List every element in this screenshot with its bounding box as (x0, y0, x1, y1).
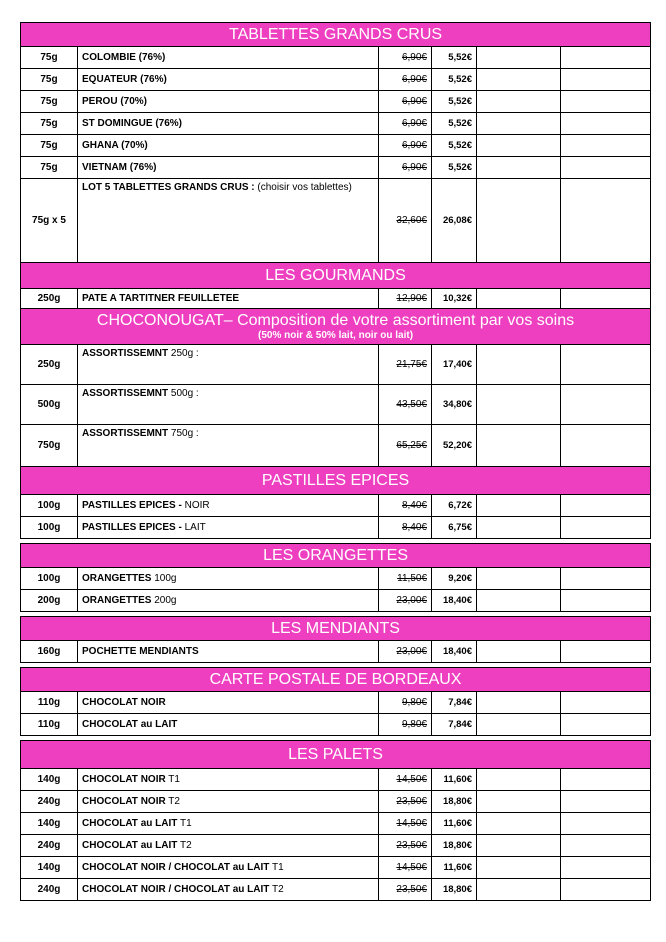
old-price: 23,00€ (379, 641, 432, 663)
section-header-row (21, 741, 651, 769)
product-name-text: GHANA (70%) (82, 140, 148, 151)
product-name-text: PASTILLES EPICES - (82, 522, 185, 533)
product-row (21, 714, 651, 736)
total-cell[interactable] (561, 714, 651, 736)
product-name (78, 590, 379, 612)
product-row (21, 47, 651, 69)
product-weight: 140g (21, 813, 78, 835)
product-row (21, 113, 651, 135)
product-name-text: PATE A TARTITNER FEUILLETEE (82, 293, 240, 304)
section-title-text: CHOCONOUGAT– Composition de votre assortiment par vos soins (96, 312, 575, 329)
product-row (21, 385, 651, 425)
old-price: 23,50€ (379, 879, 432, 901)
old-price: 8,40€ (379, 495, 432, 517)
new-price: 11,60€ (432, 857, 477, 879)
product-weight: 100g (21, 517, 78, 539)
product-weight: 160g (21, 641, 78, 663)
section-header-row (21, 467, 651, 495)
product-weight: 240g (21, 835, 78, 857)
product-name (78, 769, 379, 791)
section-header-row (21, 617, 651, 641)
quantity-cell[interactable] (477, 289, 561, 309)
total-cell[interactable] (561, 813, 651, 835)
product-weight: 75g (21, 69, 78, 91)
product-row (21, 289, 651, 309)
total-cell[interactable] (561, 69, 651, 91)
product-row (21, 835, 651, 857)
old-price: 12,90€ (379, 289, 432, 309)
product-name-note: LAIT (184, 522, 206, 533)
new-price: 5,52€ (432, 69, 477, 91)
product-name (78, 69, 379, 91)
product-row (21, 425, 651, 467)
quantity-cell[interactable] (477, 857, 561, 879)
new-price: 52,20€ (432, 425, 477, 467)
total-cell[interactable] (561, 769, 651, 791)
old-price: 9,80€ (379, 714, 432, 736)
old-price: 32,60€ (379, 179, 432, 263)
product-row (21, 91, 651, 113)
quantity-cell[interactable] (477, 385, 561, 425)
new-price: 17,40€ (432, 345, 477, 385)
total-cell[interactable] (561, 425, 651, 467)
section-title-text: LES PALETS (288, 745, 383, 763)
total-cell[interactable] (561, 157, 651, 179)
product-weight: 140g (21, 769, 78, 791)
old-price: 6,90€ (379, 157, 432, 179)
product-name (78, 495, 379, 517)
section-header-row (21, 309, 651, 345)
total-cell[interactable] (561, 857, 651, 879)
product-row (21, 135, 651, 157)
section-title (21, 23, 651, 47)
total-cell[interactable] (561, 345, 651, 385)
product-weight: 100g (21, 495, 78, 517)
product-name-text: ASSORTISSEMNT (82, 388, 171, 399)
product-name-note: T1 (177, 818, 192, 829)
old-price: 43,50€ (379, 385, 432, 425)
product-name-text: CHOCOLAT NOIR (82, 796, 166, 807)
product-weight: 75g (21, 157, 78, 179)
product-name (78, 345, 379, 385)
new-price: 18,80€ (432, 879, 477, 901)
old-price: 6,90€ (379, 91, 432, 113)
product-row (21, 857, 651, 879)
product-name-note: T2 (177, 840, 192, 851)
quantity-cell[interactable] (477, 179, 561, 263)
product-name-text: LOT 5 TABLETTES GRANDS CRUS : (82, 182, 258, 193)
product-name (78, 835, 379, 857)
section-title (21, 741, 651, 769)
product-name (78, 857, 379, 879)
quantity-cell[interactable] (477, 641, 561, 663)
new-price: 18,80€ (432, 835, 477, 857)
product-name (78, 91, 379, 113)
total-cell[interactable] (561, 568, 651, 590)
product-name (78, 791, 379, 813)
product-weight: 110g (21, 714, 78, 736)
new-price: 6,75€ (432, 517, 477, 539)
product-name (78, 879, 379, 901)
old-price: 23,50€ (379, 835, 432, 857)
section-header-row (21, 263, 651, 289)
product-name-note: T1 (165, 774, 180, 785)
product-weight: 250g (21, 289, 78, 309)
new-price: 9,20€ (432, 568, 477, 590)
product-name-text: CHOCOLAT au LAIT (82, 840, 178, 851)
quantity-cell[interactable] (477, 135, 561, 157)
product-row (21, 345, 651, 385)
product-name-text: CHOCOLAT au LAIT (82, 719, 178, 730)
product-row (21, 69, 651, 91)
quantity-cell[interactable] (477, 835, 561, 857)
product-name (78, 113, 379, 135)
product-name-text: ASSORTISSEMNT (82, 428, 171, 439)
old-price: 11,50€ (379, 568, 432, 590)
product-row (21, 791, 651, 813)
new-price: 18,80€ (432, 791, 477, 813)
old-price: 14,50€ (379, 857, 432, 879)
total-cell[interactable] (561, 113, 651, 135)
old-price: 65,25€ (379, 425, 432, 467)
section-subtitle: (50% noir & 50% lait, noir ou lait) (258, 330, 414, 341)
product-name (78, 179, 379, 263)
product-name-text: CHOCOLAT NOIR (82, 697, 166, 708)
product-name-text: ORANGETTES (82, 595, 155, 606)
section-header-row (21, 668, 651, 692)
product-name-text: PEROU (70%) (82, 96, 148, 107)
quantity-cell[interactable] (477, 425, 561, 467)
old-price: 8,40€ (379, 517, 432, 539)
new-price: 5,52€ (432, 113, 477, 135)
quantity-cell[interactable] (477, 113, 561, 135)
section-title (21, 467, 651, 495)
product-weight: 75g (21, 135, 78, 157)
new-price: 26,08€ (432, 179, 477, 263)
section-title-text: LES ORANGETTES (263, 546, 408, 564)
quantity-cell[interactable] (477, 590, 561, 612)
total-cell[interactable] (561, 835, 651, 857)
section-title (21, 617, 651, 641)
product-weight: 75g x 5 (21, 179, 78, 263)
product-name (78, 568, 379, 590)
quantity-cell[interactable] (477, 69, 561, 91)
new-price: 5,52€ (432, 157, 477, 179)
product-name-text: VIETNAM (76%) (82, 162, 157, 173)
quantity-cell[interactable] (477, 91, 561, 113)
product-row (21, 641, 651, 663)
old-price: 6,90€ (379, 69, 432, 91)
product-weight: 75g (21, 113, 78, 135)
total-cell[interactable] (561, 590, 651, 612)
product-name-text: POCHETTE MENDIANTS (82, 646, 199, 657)
old-price: 6,90€ (379, 113, 432, 135)
new-price: 34,80€ (432, 385, 477, 425)
total-cell[interactable] (561, 135, 651, 157)
product-weight: 140g (21, 857, 78, 879)
product-row (21, 568, 651, 590)
product-name (78, 135, 379, 157)
old-price: 14,50€ (379, 813, 432, 835)
quantity-cell[interactable] (477, 517, 561, 539)
product-name-note: (choisir vos tablettes) (257, 182, 352, 193)
new-price: 11,60€ (432, 769, 477, 791)
product-name-text: CHOCOLAT NOIR / CHOCOLAT au LAIT (82, 862, 270, 873)
product-name-text: ORANGETTES (82, 573, 155, 584)
product-weight: 100g (21, 568, 78, 590)
product-row (21, 879, 651, 901)
product-name-text: CHOCOLAT NOIR (82, 774, 166, 785)
quantity-cell[interactable] (477, 879, 561, 901)
quantity-cell[interactable] (477, 568, 561, 590)
old-price: 14,50€ (379, 769, 432, 791)
product-row (21, 157, 651, 179)
section-title-text: LES MENDIANTS (271, 619, 400, 637)
product-name (78, 714, 379, 736)
quantity-cell[interactable] (477, 714, 561, 736)
product-name (78, 47, 379, 69)
product-name (78, 641, 379, 663)
quantity-cell[interactable] (477, 47, 561, 69)
old-price: 23,00€ (379, 590, 432, 612)
product-weight: 500g (21, 385, 78, 425)
product-name (78, 692, 379, 714)
quantity-cell[interactable] (477, 769, 561, 791)
old-price: 6,90€ (379, 47, 432, 69)
product-name-text: CHOCOLAT au LAIT (82, 818, 178, 829)
new-price: 5,52€ (432, 135, 477, 157)
product-name (78, 813, 379, 835)
section-title-text: PASTILLES EPICES (261, 471, 410, 489)
total-cell[interactable] (561, 641, 651, 663)
product-name (78, 289, 379, 309)
old-price: 23,50€ (379, 791, 432, 813)
product-name-text: COLOMBIE (76%) (82, 52, 166, 63)
price-table (20, 22, 651, 901)
product-weight: 240g (21, 791, 78, 813)
product-row (21, 590, 651, 612)
product-name-note: 750g : (170, 428, 199, 439)
product-row (21, 179, 651, 263)
product-weight: 75g (21, 91, 78, 113)
total-cell[interactable] (561, 879, 651, 901)
new-price: 18,40€ (432, 641, 477, 663)
total-cell[interactable] (561, 289, 651, 309)
new-price: 5,52€ (432, 47, 477, 69)
old-price: 6,90€ (379, 135, 432, 157)
total-cell[interactable] (561, 517, 651, 539)
quantity-cell[interactable] (477, 157, 561, 179)
total-cell[interactable] (561, 385, 651, 425)
product-weight: 750g (21, 425, 78, 467)
quantity-cell[interactable] (477, 495, 561, 517)
product-name-note: 200g (154, 595, 177, 606)
product-weight: 250g (21, 345, 78, 385)
product-name-note: T1 (269, 862, 284, 873)
product-name-text: ASSORTISSEMNT (82, 348, 171, 359)
new-price: 5,52€ (432, 91, 477, 113)
section-title (21, 668, 651, 692)
product-name (78, 425, 379, 467)
section-title-text: LES GOURMANDS (265, 266, 406, 284)
product-name (78, 517, 379, 539)
total-cell[interactable] (561, 179, 651, 263)
product-weight: 75g (21, 47, 78, 69)
product-weight: 240g (21, 879, 78, 901)
product-row (21, 517, 651, 539)
new-price: 10,32€ (432, 289, 477, 309)
total-cell[interactable] (561, 692, 651, 714)
section-title (21, 309, 651, 345)
product-row (21, 495, 651, 517)
section-header-row (21, 544, 651, 568)
product-row (21, 769, 651, 791)
total-cell[interactable] (561, 495, 651, 517)
quantity-cell[interactable] (477, 791, 561, 813)
product-row (21, 692, 651, 714)
product-weight: 110g (21, 692, 78, 714)
product-name (78, 157, 379, 179)
section-title-text: TABLETTES GRANDS CRUS (228, 25, 443, 43)
price-list-sheet (20, 22, 650, 901)
total-cell[interactable] (561, 791, 651, 813)
new-price: 11,60€ (432, 813, 477, 835)
section-title-text: CARTE POSTALE DE BORDEAUX (209, 670, 462, 688)
quantity-cell[interactable] (477, 692, 561, 714)
product-name-text: EQUATEUR (76%) (82, 74, 167, 85)
product-name-note: T2 (165, 796, 180, 807)
product-name-text: PASTILLES EPICES - (82, 500, 185, 511)
product-name-note: 100g (154, 573, 177, 584)
product-name (78, 385, 379, 425)
old-price: 9,80€ (379, 692, 432, 714)
product-name-note: T2 (269, 884, 284, 895)
product-name-note: 500g : (170, 388, 199, 399)
product-name-text: ST DOMINGUE (76%) (82, 118, 183, 129)
quantity-cell[interactable] (477, 813, 561, 835)
new-price: 6,72€ (432, 495, 477, 517)
quantity-cell[interactable] (477, 345, 561, 385)
new-price: 18,40€ (432, 590, 477, 612)
product-weight: 200g (21, 590, 78, 612)
section-title (21, 544, 651, 568)
new-price: 7,84€ (432, 692, 477, 714)
product-name-note: 250g : (170, 348, 199, 359)
product-name-text: CHOCOLAT NOIR / CHOCOLAT au LAIT (82, 884, 270, 895)
section-title (21, 263, 651, 289)
total-cell[interactable] (561, 91, 651, 113)
section-header-row (21, 23, 651, 47)
product-row (21, 813, 651, 835)
new-price: 7,84€ (432, 714, 477, 736)
product-name-note: NOIR (184, 500, 210, 511)
total-cell[interactable] (561, 47, 651, 69)
old-price: 21,75€ (379, 345, 432, 385)
